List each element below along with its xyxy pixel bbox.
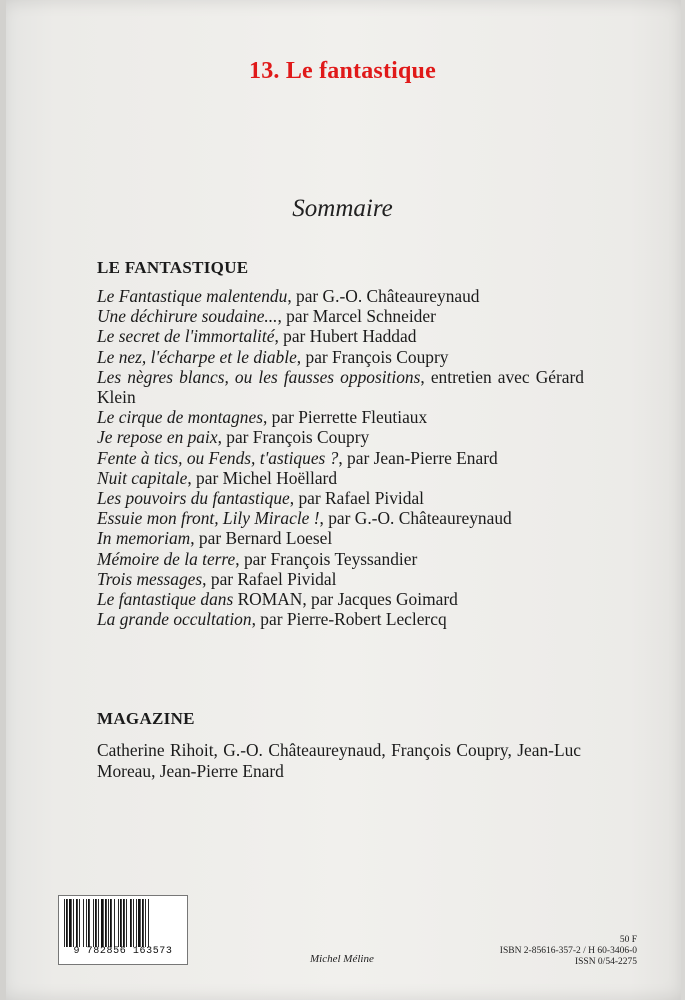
toc-entry xyxy=(97,488,584,508)
table-of-contents xyxy=(97,286,584,629)
entry-byline: , par Marcel Schneider xyxy=(277,306,436,327)
price: 50 F xyxy=(619,935,637,945)
barcode-bar xyxy=(69,899,72,947)
toc-entry xyxy=(97,528,584,548)
toc-entry xyxy=(97,569,584,589)
entry-byline: , par Rafael Pividal xyxy=(289,488,425,509)
entry-byline: , par Rafael Pividal xyxy=(202,568,337,589)
toc-entry xyxy=(97,326,584,346)
toc-entry xyxy=(97,306,584,326)
barcode-bar xyxy=(138,899,141,947)
barcode-bar xyxy=(136,899,137,947)
barcode-bar xyxy=(108,899,109,947)
barcode-bar xyxy=(95,899,97,947)
entry-byline: , par Pierrette Fleutiaux xyxy=(262,407,428,428)
entry-byline: , par François Coupry xyxy=(217,427,370,448)
entry-title: Une déchirure soudaine... xyxy=(97,306,278,327)
barcode-bar xyxy=(120,899,122,947)
entry-byline: , par François Teyssandier xyxy=(235,548,418,569)
issn: ISSN 0/54-2275 xyxy=(574,957,637,967)
barcode-bar xyxy=(118,899,119,947)
toc-entry xyxy=(97,468,584,488)
entry-title: Fente à tics, ou Fends, t'astiques ? xyxy=(97,447,339,468)
toc-entry xyxy=(97,286,584,306)
entry-byline: , par Jean-Pierre Enard xyxy=(338,447,498,468)
barcode-bar xyxy=(98,899,99,947)
entry-title: Mémoire de la terre xyxy=(97,548,236,569)
barcode-bar xyxy=(133,899,134,947)
entry-byline: , par Pierre-Robert Leclercq xyxy=(251,609,447,630)
toc-entry xyxy=(97,427,584,447)
entry-title: Le Fantastique malentendu xyxy=(97,286,288,306)
entry-title: Les pouvoirs du fantastique xyxy=(97,488,290,509)
barcode-bar xyxy=(88,899,90,947)
contents-heading: Sommaire xyxy=(292,195,393,222)
publication-info xyxy=(500,935,637,968)
entry-title: Trois messages xyxy=(97,568,203,589)
cover-right-edge xyxy=(681,0,685,1000)
barcode-bar xyxy=(93,899,94,947)
entry-byline: , par G.-O. Châteaureynaud xyxy=(319,508,512,529)
barcode-bar xyxy=(110,899,112,947)
entry-title: Nuit capitale xyxy=(97,467,188,488)
barcode-bar xyxy=(130,899,132,947)
entry-title: Le fantastique dans xyxy=(97,589,238,610)
barcode-bar xyxy=(79,899,80,947)
barcode-bar xyxy=(101,899,104,947)
barcode-bar xyxy=(83,899,84,947)
entry-title: Essuie mon front, Lily Miracle ! xyxy=(97,508,320,529)
section-title-fantastique: LE FANTASTIQUE xyxy=(97,258,249,277)
entry-title: In memoriam xyxy=(97,528,191,549)
barcode-bars xyxy=(63,899,183,947)
entry-title: Je repose en paix xyxy=(97,427,218,448)
barcode-bar xyxy=(76,899,78,947)
entry-title: Les nègres blancs, ou les fausses oppositions xyxy=(97,366,421,387)
section-title-magazine: MAGAZINE xyxy=(97,709,195,728)
toc-entry xyxy=(97,347,584,367)
cover-credit: Michel Méline xyxy=(310,953,374,965)
barcode-bar xyxy=(145,899,146,947)
barcode-bar xyxy=(66,899,68,947)
entry-title: Le secret de l'immortalité xyxy=(97,326,275,347)
series-title: 13. Le fantastique xyxy=(249,58,436,84)
magazine-contributors: Catherine Rihoit, G.-O. Châteaureynaud, François Coupry, Jean-Luc Moreau, Jean-Pierre Enard xyxy=(97,740,581,781)
barcode-bar xyxy=(114,899,115,947)
isbn: ISBN 2-85616-357-2 / H 60-3406-0 xyxy=(499,946,637,956)
toc-entry xyxy=(97,549,584,569)
entry-byline: ROMAN, par Jacques Goimard xyxy=(237,589,458,610)
barcode-bar xyxy=(86,899,87,947)
toc-entry xyxy=(97,609,584,629)
entry-byline: , entretien avec Gérard Klein xyxy=(97,366,584,408)
toc-entry xyxy=(97,508,584,528)
barcode-number: 9 782856 163573 xyxy=(73,946,173,957)
barcode-bar xyxy=(123,899,125,947)
barcode-bar xyxy=(105,899,107,947)
barcode-bar xyxy=(73,899,74,947)
barcode-bar xyxy=(64,899,65,947)
toc-entry xyxy=(97,448,584,468)
entry-byline: , par Bernard Loesel xyxy=(190,528,333,549)
entry-title: Le cirque de montagnes xyxy=(97,407,263,428)
barcode-bar xyxy=(142,899,144,947)
barcode-bar xyxy=(148,899,149,947)
entry-title: Le nez, l'écharpe et le diable xyxy=(97,346,297,367)
barcode-bar xyxy=(126,899,127,947)
entry-byline: , par Hubert Haddad xyxy=(274,326,417,347)
toc-entry xyxy=(97,407,584,427)
toc-entry xyxy=(97,589,584,609)
entry-byline: , par G.-O. Châteaureynaud xyxy=(287,286,480,306)
cover-left-edge xyxy=(0,0,6,1000)
toc-entry xyxy=(97,367,584,407)
entry-byline: , par Michel Hoëllard xyxy=(187,467,338,488)
entry-title: La grande occultation xyxy=(97,609,252,630)
entry-byline: , par François Coupry xyxy=(296,346,449,367)
barcode xyxy=(58,895,188,965)
